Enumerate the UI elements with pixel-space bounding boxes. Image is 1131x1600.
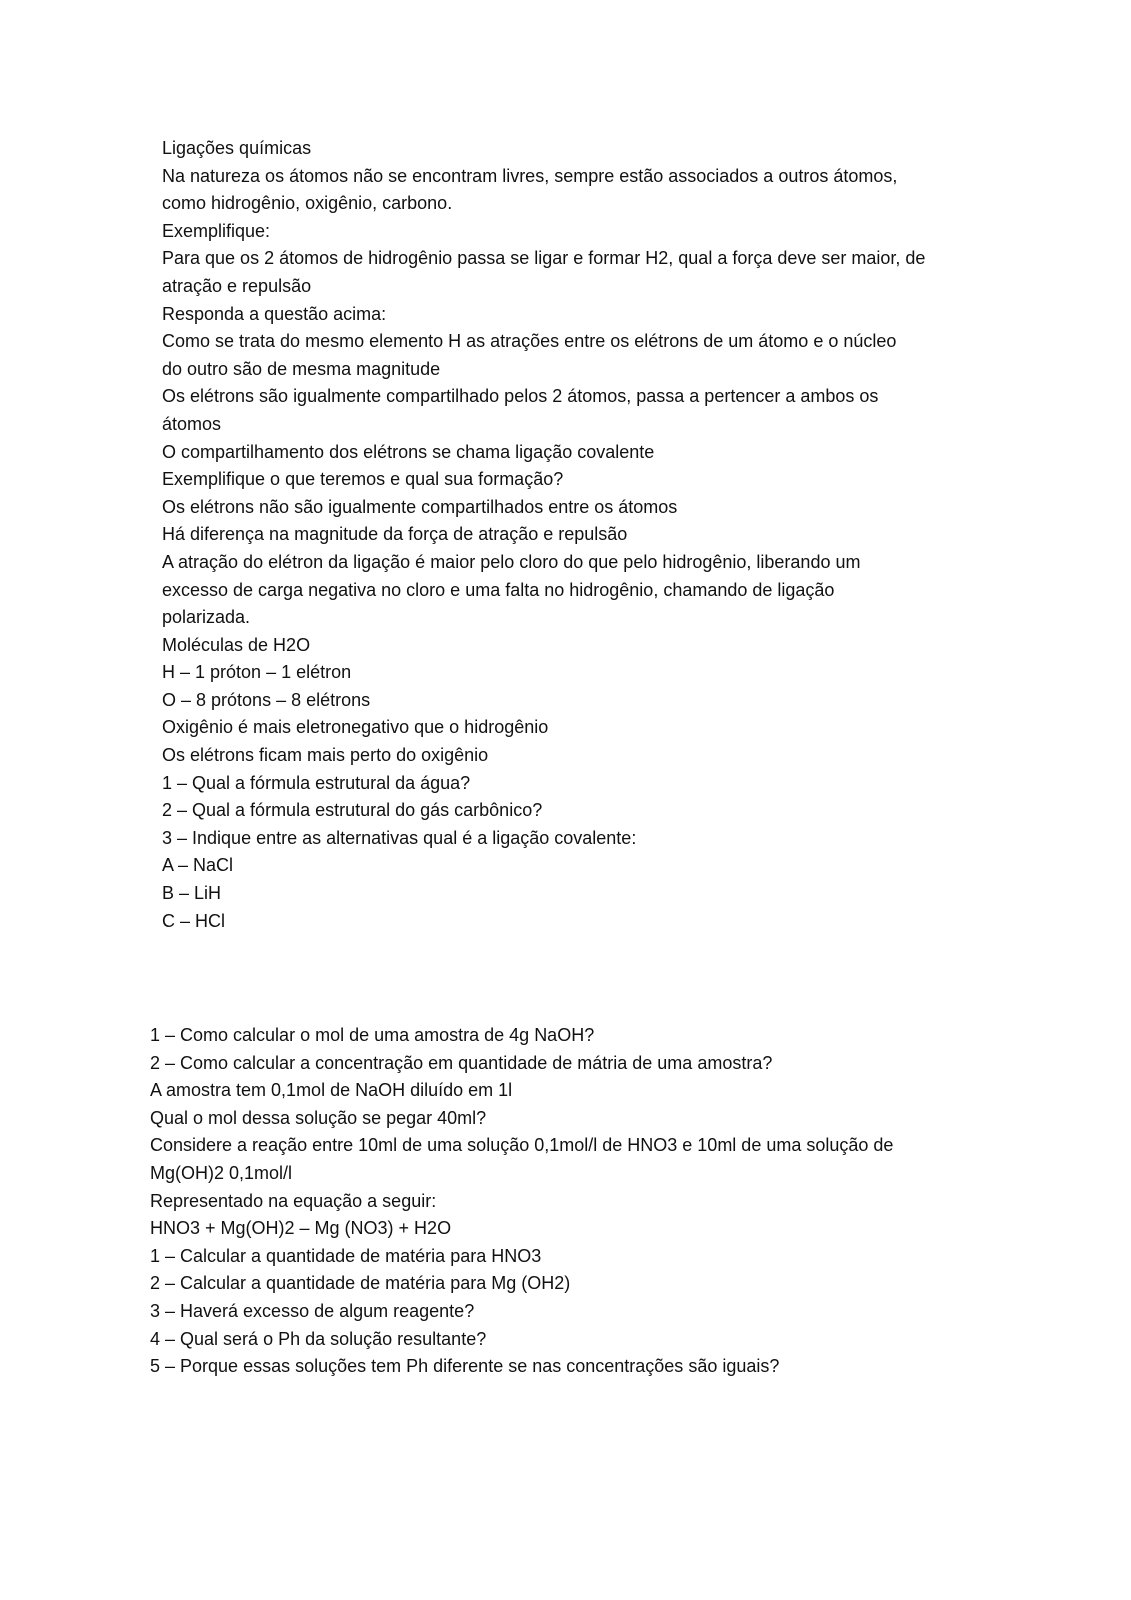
text-line: 3 – Haverá excesso de algum reagente? [150,1300,475,1321]
text-line: 2 – Como calcular a concentração em quantidade de mátria de uma amostra? [150,1052,773,1073]
text-line: A atração do elétron da ligação é maior pelo cloro do que pelo hidrogênio, liberando um [162,551,861,572]
text-line: Ligações químicas [162,138,312,158]
text-line: HNO3 + Mg(OH)2 – Mg (NO3) + H2O [150,1218,452,1239]
text-line: O compartilhamento dos elétrons se chama ligação covalente [162,441,655,462]
text-line: Para que os 2 átomos de hidrogênio passa se ligar e formar H2, qual a força deve ser maior, de [162,248,926,269]
text-line: 3 – Indique entre as alternativas qual é a ligação covalente: [162,827,637,848]
text-line: 1 – Como calcular o mol de uma amostra de 4g NaOH? [150,1025,595,1045]
text-line: polarizada. [162,607,251,628]
text-line: Mg(OH)2 0,1mol/l [150,1162,293,1183]
text-line: excesso de carga negativa no cloro e uma falta no hidrogênio, chamando de ligação [162,579,835,600]
text-line: 1 – Calcular a quantidade de matéria para HNO3 [150,1245,542,1266]
text-line: O – 8 prótons – 8 elétrons [162,689,371,710]
text-line: Responda a questão acima: [162,303,387,324]
text-line: 4 – Qual será o Ph da solução resultante? [150,1328,487,1349]
stoichiometry-questions-section [150,1022,980,1381]
text-line: Qual o mol dessa solução se pegar 40ml? [150,1107,487,1128]
text-line: Representado na equação a seguir: [150,1190,437,1211]
text-line: Exemplifique o que teremos e qual sua formação? [162,469,564,490]
text-line: Como se trata do mesmo elemento H as atrações entre os elétrons de um átomo e o núcleo [162,331,897,352]
text-line: Considere a reação entre 10ml de uma solução 0,1mol/l de HNO3 e 10ml de uma solução de [150,1135,894,1156]
text-line: do outro são de mesma magnitude [162,358,441,379]
text-line: Na natureza os átomos não se encontram livres, sempre estão associados a outros átomos, [162,165,898,186]
chemical-bonds-section [162,135,982,935]
text-line: B – LiH [162,883,222,904]
text-line: Os elétrons ficam mais perto do oxigênio [162,745,489,766]
text-line: H – 1 próton – 1 elétron [162,662,352,683]
text-line: 2 – Qual a fórmula estrutural do gás carbônico? [162,800,543,821]
text-line: atração e repulsão [162,275,312,296]
text-line: 2 – Calcular a quantidade de matéria para Mg (OH2) [150,1273,571,1294]
text-line: como hidrogênio, oxigênio, carbono. [162,193,453,214]
text-line: Os elétrons não são igualmente compartilhados entre os átomos [162,496,678,517]
text-line: átomos [162,413,222,434]
text-line: Os elétrons são igualmente compartilhado pelos 2 átomos, passa a pertencer a ambos os [162,386,879,407]
text-line: Oxigênio é mais eletronegativo que o hidrogênio [162,717,549,738]
text-line: Moléculas de H2O [162,634,311,655]
text-line: 1 – Qual a fórmula estrutural da água? [162,772,471,793]
text-line: A – NaCl [162,855,234,876]
text-line: A amostra tem 0,1mol de NaOH diluído em 1l [150,1080,513,1101]
text-line: C – HCl [162,910,226,931]
text-line: Exemplifique: [162,220,271,241]
text-line: Há diferença na magnitude da força de atração e repulsão [162,524,628,545]
text-line: 5 – Porque essas soluções tem Ph diferente se nas concentrações são iguais? [150,1356,780,1377]
